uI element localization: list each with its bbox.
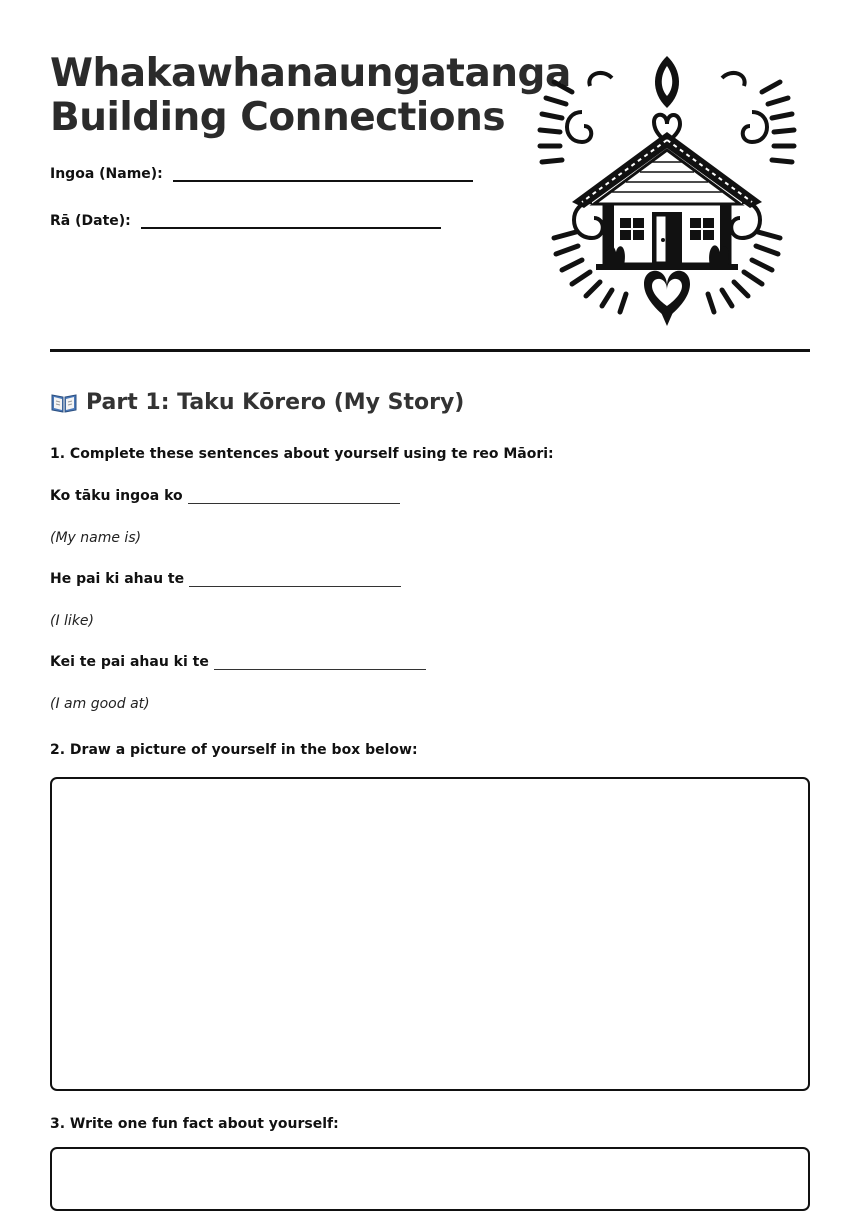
header-divider bbox=[50, 349, 810, 352]
worksheet-page bbox=[50, 0, 810, 1161]
sentence-name-text: Ko tāku ingoa ko bbox=[50, 488, 183, 504]
name-write-line[interactable] bbox=[173, 166, 473, 182]
translation-good-at: (I am good at) bbox=[50, 696, 150, 712]
translation-name: (My name is) bbox=[50, 530, 142, 546]
sentence-good-at bbox=[50, 654, 426, 670]
open-book-icon bbox=[50, 392, 78, 414]
sentence-like bbox=[50, 571, 401, 587]
title-maori: Whakawhanaungatanga bbox=[50, 51, 571, 96]
translation-like: (I like) bbox=[50, 613, 95, 629]
wharenui-carved-meeting-house-icon bbox=[532, 52, 802, 328]
sentence-good-at-blank[interactable] bbox=[214, 656, 426, 670]
date-field bbox=[50, 213, 441, 229]
section-heading-part1 bbox=[50, 390, 464, 415]
date-write-line[interactable] bbox=[141, 213, 441, 229]
section-heading-text: Part 1: Taku Kōrero (My Story) bbox=[86, 390, 465, 415]
question-2: 2. Draw a picture of yourself in the box below: bbox=[50, 742, 418, 758]
title-english: Building Connections bbox=[50, 95, 506, 140]
fun-fact-box[interactable] bbox=[50, 1147, 810, 1211]
name-label: Ingoa (Name): bbox=[50, 166, 163, 182]
sentence-name bbox=[50, 488, 400, 504]
sentence-like-text: He pai ki ahau te bbox=[50, 571, 185, 587]
question-1: 1. Complete these sentences about yourself using te reo Māori: bbox=[50, 446, 554, 462]
question-3: 3. Write one fun fact about yourself: bbox=[50, 1116, 339, 1132]
self-portrait-box[interactable] bbox=[50, 777, 810, 1091]
sentence-like-blank[interactable] bbox=[189, 573, 401, 587]
sentence-good-at-text: Kei te pai ahau ki te bbox=[50, 654, 209, 670]
date-label: Rā (Date): bbox=[50, 213, 131, 229]
name-field bbox=[50, 166, 473, 182]
sentence-name-blank[interactable] bbox=[188, 490, 400, 504]
